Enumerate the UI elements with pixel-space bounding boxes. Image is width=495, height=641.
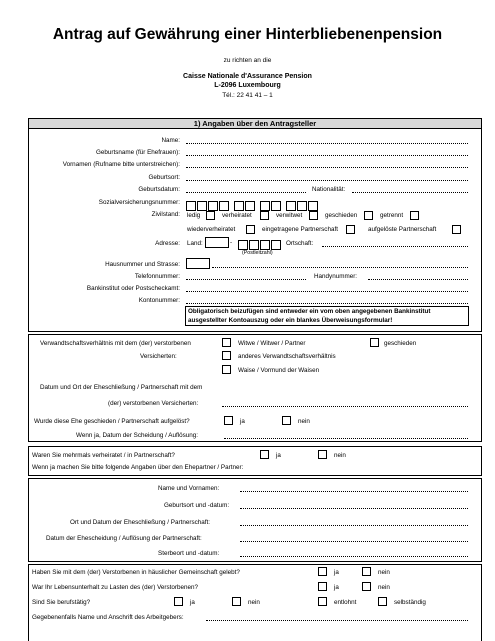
label-employed-q: Sind Sie berufstätig? [32, 599, 91, 606]
support-no-checkbox[interactable] [362, 582, 371, 591]
recipient-org: Caisse Nationale d'Assurance Pension [183, 73, 312, 80]
divorced-yes-label: ja [240, 418, 245, 425]
opt-other-relation: anderes Verwandtschaftsverhältnis [238, 353, 336, 360]
dash-separator: - [230, 239, 233, 246]
label-divorced-question: Wurde diese Ehe geschieden / Partnerschaft aufgelöst? [34, 418, 190, 425]
field-birthplace[interactable] [186, 180, 468, 181]
self-employed-checkbox[interactable] [378, 597, 387, 606]
civil-eingetragene-checkbox[interactable] [346, 225, 355, 234]
label-employer: Gegebenenfalls Name und Anschrift des Arbeitgebers: [32, 614, 184, 621]
support-no-label: nein [378, 584, 390, 591]
label-firstnames: Vornamen (Rufname bitte unterstreichen): [62, 161, 180, 168]
civil-verheiratet-checkbox[interactable] [260, 211, 269, 220]
household-yes-label: ja [334, 569, 339, 576]
label-street: Hausnummer und Strasse: [105, 261, 180, 268]
field-partner-birth[interactable] [240, 508, 468, 509]
field-partner-death[interactable] [240, 556, 468, 557]
field-firstnames[interactable] [186, 167, 468, 168]
label-partner-name: Name und Vornamen: [158, 485, 220, 492]
field-birthname[interactable] [186, 155, 468, 156]
field-bank[interactable] [186, 291, 468, 292]
other-relation-checkbox[interactable] [222, 351, 231, 360]
field-birthdate[interactable] [186, 192, 306, 193]
civil-opt-geschieden: geschieden [325, 212, 358, 219]
opt-rel-divorced: geschieden [384, 340, 417, 347]
remarried-no-label: nein [334, 452, 346, 459]
field-divorce-date[interactable] [224, 438, 468, 439]
civil-ledig-checkbox[interactable] [206, 211, 215, 220]
remarried-no-checkbox[interactable] [318, 450, 327, 459]
field-name[interactable] [186, 143, 468, 144]
self-employed-label: selbständig [394, 599, 426, 606]
employed-no-checkbox[interactable] [232, 597, 241, 606]
bank-note: Obligatorisch beizufügen sind entweder ein vom oben angegebenen Bankinstitut ausgestellter Kontoauszug oder ein blankes Überweisungsformular! [185, 306, 469, 326]
label-phone: Telefonnummer: [134, 273, 180, 280]
field-marriage-date-place[interactable] [222, 406, 468, 407]
divorced-no-label: nein [298, 418, 310, 425]
label-partner-divorce: Datum der Ehescheidung / Auflösung der Partnerschaft: [46, 535, 202, 542]
label-support-q: War Ihr Lebensunterhalt zu Lasten des (der) Verstorbenen? [32, 584, 199, 591]
label-partner-marriage: Ort und Datum der Eheschließung / Partnerschaft: [70, 519, 210, 526]
civil-verwitwet-checkbox[interactable] [309, 211, 318, 220]
divorced-yes-checkbox[interactable] [224, 416, 233, 425]
label-civil-status: Zivilstand: [151, 211, 180, 218]
support-yes-label: ja [334, 584, 339, 591]
label-insured: Versicherten: [140, 353, 177, 360]
civil-opt-eingetragene: eingetragene Partnerschaft [262, 226, 338, 233]
section-remarried [28, 446, 482, 476]
civil-opt-aufgeloeste: aufgelöste Partnerschaft [368, 226, 437, 233]
civil-opt-getrennt: getrennt [380, 212, 404, 219]
orphan-checkbox[interactable] [222, 365, 231, 374]
recipient-city: L-2096 Luxembourg [214, 82, 281, 89]
label-partner-birth: Geburtsort und -datum: [164, 502, 230, 509]
recipient-phone: Tél.: 22 41 41 – 1 [222, 92, 273, 99]
label-birthplace: Geburtsort: [148, 174, 180, 181]
label-household-q: Haben Sie mit dem (der) Verstorbenen in häuslicher Gemeinschaft gelebt? [32, 569, 240, 576]
label-remarried: Waren Sie mehrmals verheiratet / in Partnerschaft? [32, 452, 175, 459]
salaried-checkbox[interactable] [318, 597, 327, 606]
civil-getrennt-checkbox[interactable] [410, 211, 419, 220]
field-partner-divorce[interactable] [240, 541, 468, 542]
page-title: Antrag auf Gewährung einer Hinterbliebenenpension [52, 26, 443, 43]
label-bank: Bankinstitut oder Postscheckamt: [86, 285, 180, 292]
label-divorce-date: Wenn ja, Datum der Scheidung / Auflösung: [76, 432, 199, 439]
field-mobile[interactable] [368, 279, 468, 280]
label-partner-death: Sterbeort und -datum: [158, 550, 220, 557]
field-street[interactable] [212, 267, 468, 268]
label-postal: (Postleitzahl) [242, 250, 273, 256]
field-ortschaft[interactable] [322, 246, 468, 247]
opt-orphan: Waise / Vormund der Waisen [238, 367, 320, 374]
label-ssn: Sozialversicherungsnummer: [98, 199, 180, 206]
remarried-note: Wenn ja machen Sie bitte folgende Angaben über den Ehepartner / Partner: [32, 464, 244, 471]
opt-widow: Witwe / Witwer / Partner [238, 340, 306, 347]
household-yes-checkbox[interactable] [318, 567, 327, 576]
employed-no-label: nein [248, 599, 260, 606]
label-marriage-2: (der) verstorbenen Versicherten: [108, 400, 199, 407]
remarried-yes-label: ja [276, 452, 281, 459]
civil-aufgeloeste-checkbox[interactable] [452, 225, 461, 234]
field-nationality[interactable] [352, 192, 468, 193]
civil-opt-verwitwet: verwitwet [276, 212, 303, 219]
household-no-label: nein [378, 569, 390, 576]
field-partner-name[interactable] [240, 491, 468, 492]
widow-checkbox[interactable] [222, 338, 231, 347]
civil-opt-verheiratet: verheiratet [222, 212, 252, 219]
field-partner-marriage[interactable] [240, 525, 468, 526]
employed-yes-checkbox[interactable] [174, 597, 183, 606]
salaried-label: entlohnt [334, 599, 357, 606]
support-yes-checkbox[interactable] [318, 582, 327, 591]
civil-wiederverheiratet-checkbox[interactable] [246, 225, 255, 234]
employed-yes-label: ja [190, 599, 195, 606]
civil-opt-wiederverheiratet: wiederverheiratet [187, 226, 236, 233]
label-land: Land: [187, 240, 203, 247]
rel-divorced-checkbox[interactable] [370, 338, 379, 347]
recipient-intro: zu richten an die [223, 57, 272, 64]
divorced-no-checkbox[interactable] [282, 416, 291, 425]
label-mobile: Handynummer: [314, 273, 358, 280]
field-house-number[interactable] [186, 258, 210, 269]
label-address: Adresse: [155, 240, 180, 247]
section-applicant-heading: 1) Angaben über den Antragsteller [29, 119, 481, 129]
household-no-checkbox[interactable] [362, 567, 371, 576]
field-account[interactable] [186, 303, 468, 304]
civil-geschieden-checkbox[interactable] [364, 211, 373, 220]
field-phone[interactable] [186, 279, 306, 280]
label-ortschaft: Ortschaft: [286, 240, 314, 247]
field-employer[interactable] [206, 620, 468, 621]
label-relation: Verwandtschaftsverhältnis mit dem (der) verstorbenen [40, 340, 191, 347]
label-birthname: Geburtsname (für Ehefrauen): [96, 149, 180, 156]
label-account: Kontonummer: [138, 297, 180, 304]
field-land[interactable] [205, 237, 229, 248]
civil-opt-ledig: ledig [187, 212, 201, 219]
label-birthdate: Geburtsdatum: [138, 186, 180, 193]
label-nationality: Nationalität: [312, 186, 346, 193]
remarried-yes-checkbox[interactable] [260, 450, 269, 459]
label-marriage-1: Datum und Ort der Eheschließung / Partnerschaft mit dem [40, 384, 203, 391]
label-name: Name: [161, 137, 180, 144]
